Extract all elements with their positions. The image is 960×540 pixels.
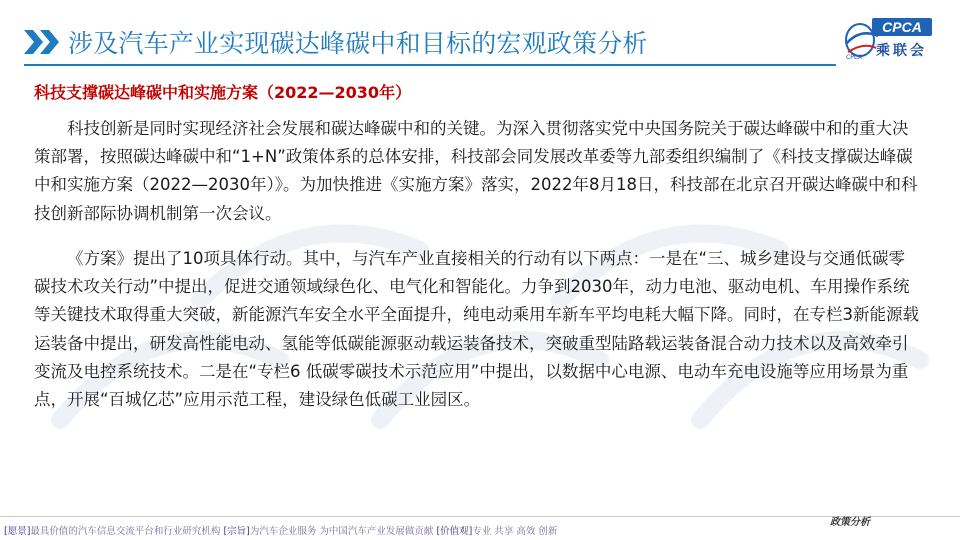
footer-values-key: [价值观] [436,526,473,537]
slide-header [0,0,960,70]
footer-values-text: 专业 共享 高效 创新 [472,526,558,537]
footer-divider [0,516,960,517]
footer-section-label: 政策分析 [830,517,870,528]
footer-vision-text: 最具价值的汽车信息交流平台和行业研究机构 [30,526,221,537]
footer-mission-text: 为汽车企业服务 为中国汽车产业发展做贡献 [249,526,434,537]
slide-title: 涉及汽车产业实现碳达峰碳中和目标的宏观政策分析 [68,29,648,58]
logo-text-sub: CPCA [846,54,863,61]
footer-tagline [4,523,557,537]
logo-text-en: CPCA [872,18,932,36]
double-chevron-right-icon [24,30,64,54]
section-subtitle: 科技支撑碳达峰碳中和实施方案（2022—2030年） [34,83,412,102]
logo-text-cn: 乘联会 [876,43,927,59]
paragraph-2: 《方案》提出了10项具体行动。其中，与汽车产业直接相关的行动有以下两点：一是在“三、城乡建设与交通低碳零碳技术攻关行动”中提出，促进交通领域绿色化、电气化和智能化。力争到2030年，动力电池、驱动电机、车用操作系统等关键技术取得重大突破，新能源汽车安全水平全面提升，纯电动乘用车新车平均电耗大幅下降。同时，在专栏3新能源载运装备中提出，研发高性能电动、氢能等低碳能源驱动载运装备技术，突破重型陆路载运装备混合动力技术以及高效牵引变流及电控系统技术。二是在“专栏6 低碳零碳技术示范应用”中提出，以数据中心电源、电动车充电设施等应用场景为重点，开展“百城亿芯”应用示范工程，建设绿色低碳工业园区。 [34,249,919,410]
footer-mission-key: [宗旨] [223,526,250,537]
title-underline [24,64,836,66]
paragraph-1: 科技创新是同时实现经济社会发展和碳达峰碳中和的关键。为深入贯彻落实党中央国务院关于碳达峰碳中和的重大决策部署，按照碳达峰碳中和“1+N”政策体系的总体安排，科技部会同发展改革委等九部委组织编制了《科技支撑碳达峰碳中和实施方案（2022—2030年）》。为加快推进《实施方案》落实，2022年8月18日，科技部在北京召开碳达峰碳中和科技创新部际协调机制第一次会议。 [34,119,918,223]
footer-vision-key: [愿景] [4,526,31,537]
